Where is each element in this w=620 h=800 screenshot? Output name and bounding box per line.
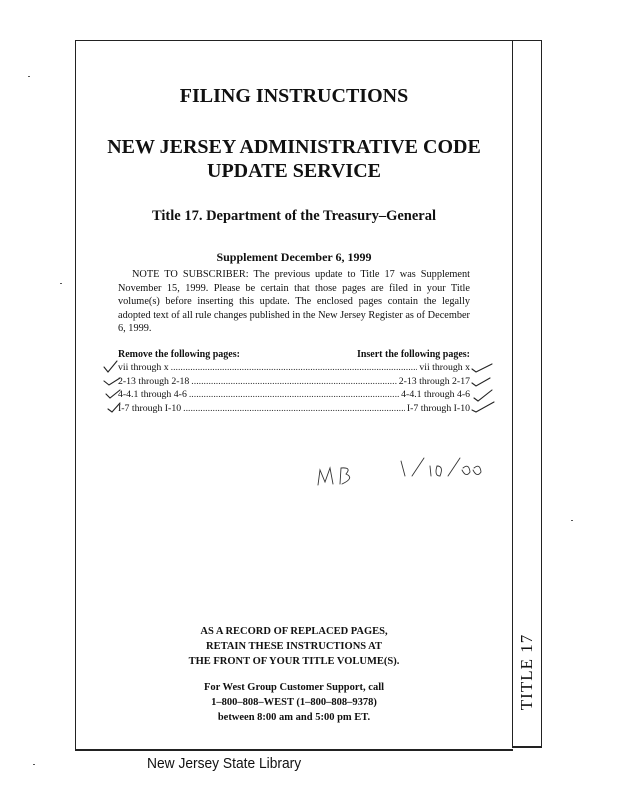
supplement-date: Supplement December 6, 1999 [216,250,372,264]
dot-leader [171,362,418,373]
dot-leader [183,403,405,414]
subscriber-note: NOTE TO SUBSCRIBER: The previous update to Title 17 was Supplement November 15, 1999. Please be certain that those pages are filed in your Title volume(s) before inserting this update. The enclosed pages contain the legally adopted text of all rule changes published in the New Jersey Register as of December 6, 1999. [118,269,470,334]
scan-speck [60,283,62,284]
side-tab-label: TITLE 17 [517,633,536,711]
table-row [118,362,470,376]
table-row [118,403,470,417]
code-heading [76,135,512,183]
remove-pages: vii through x [118,362,169,373]
code-heading-line2: UPDATE SERVICE [207,160,381,182]
record-notice-line1: AS A RECORD OF REPLACED PAGES, [200,626,388,637]
support-phone: 1–800–808–WEST (1–800–808–9378) [211,697,377,708]
table-row [118,376,470,390]
insert-pages: I-7 through I-10 [406,402,470,414]
title-line: Title 17. Department of the Treasury–General [151,208,437,224]
code-heading-line1: NEW JERSEY ADMINISTRATIVE CODE [107,136,481,158]
insert-header: Insert the following pages: [356,349,470,360]
remove-pages: I-7 through I-10 [118,402,182,414]
insert-pages: 2-13 through 2-17 [398,375,470,387]
support-line1: For West Group Customer Support, call [203,682,385,693]
support-info [76,680,512,725]
record-notice-line3: THE FRONT OF YOUR TITLE VOLUME(S). [188,656,400,667]
document-title: FILING INSTRUCTIONS [179,85,409,107]
insert-pages: 4-4.1 through 4-6 [401,389,470,400]
scan-speck [33,764,35,765]
table-row [118,389,470,403]
insert-pages: vii through x [419,362,470,373]
scan-speck [28,76,30,77]
pages-table [118,362,470,416]
remove-pages: 2-13 through 2-18 [118,375,190,387]
remove-header: Remove the following pages: [118,349,240,360]
scan-speck [571,520,573,521]
library-stamp: New Jersey State Library [147,755,302,772]
dot-leader [189,389,399,400]
record-notice-line2: RETAIN THESE INSTRUCTIONS AT [206,641,382,652]
record-notice [76,624,512,669]
support-hours: between 8:00 am and 5:00 pm ET. [217,712,371,723]
remove-pages: 4-4.1 through 4-6 [118,389,187,400]
dot-leader [191,376,396,387]
